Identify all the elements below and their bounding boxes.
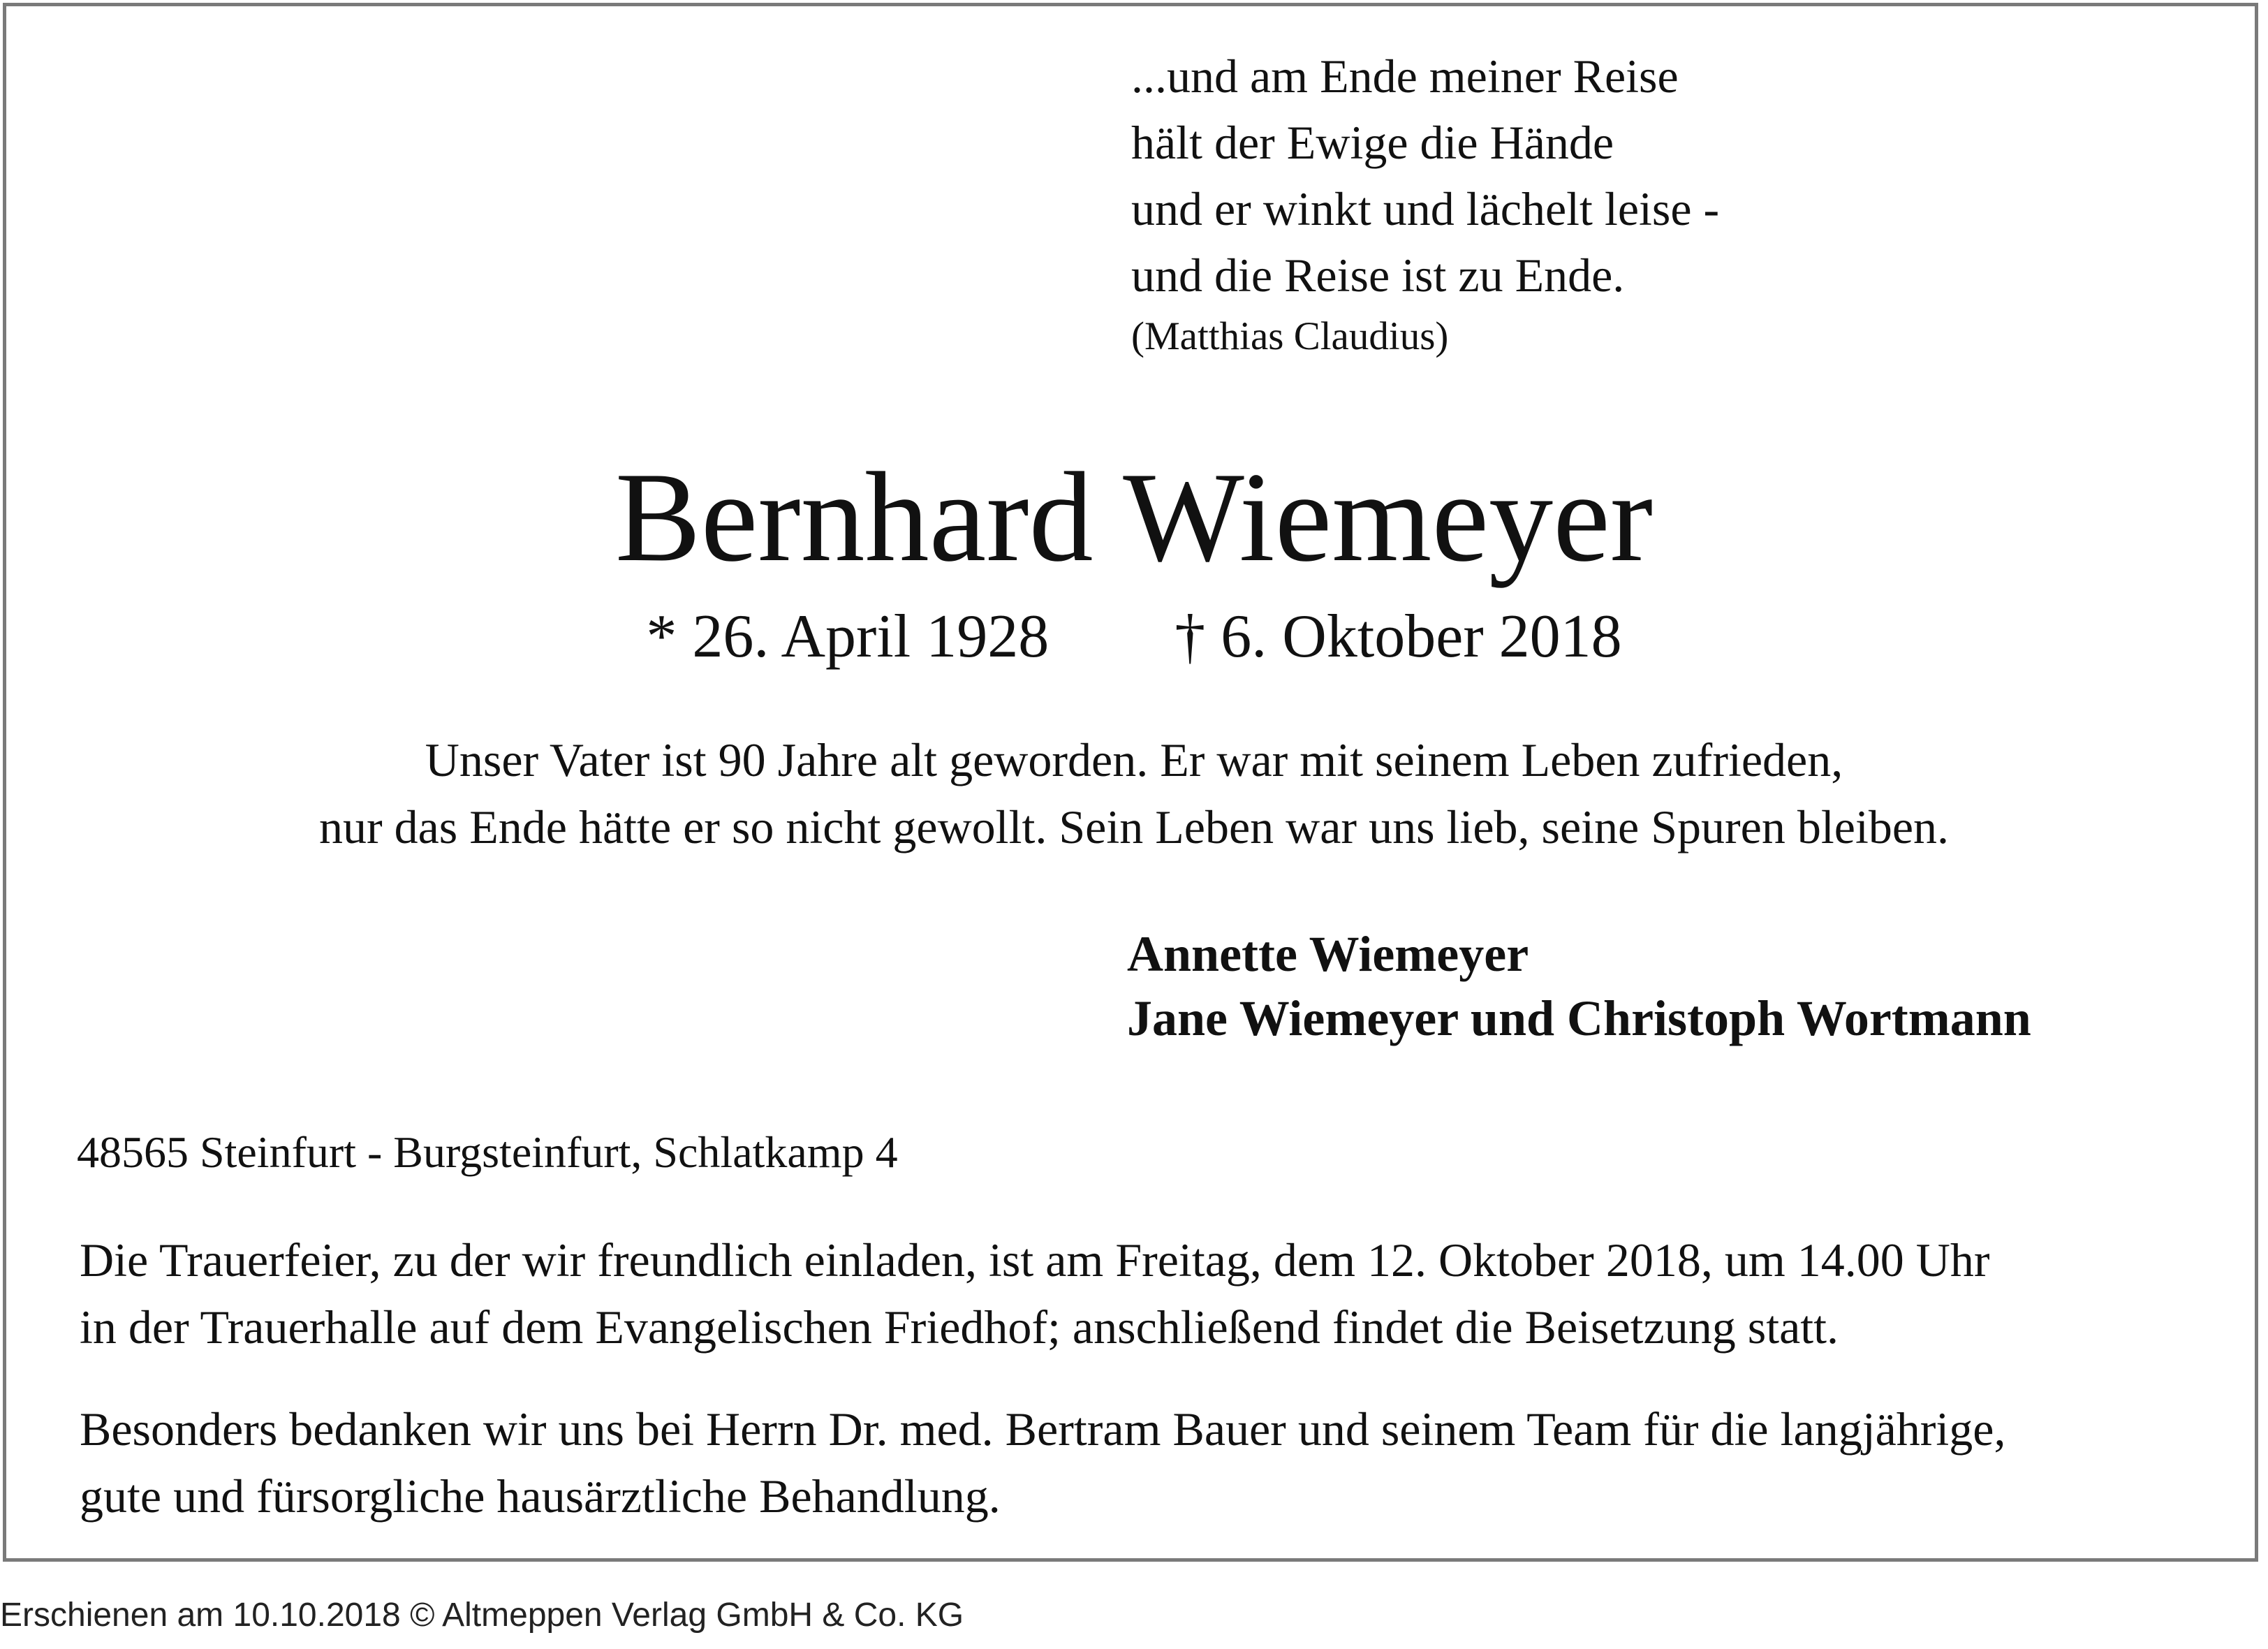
statement-line: nur das Ende hätte er so nicht gewollt. Sein Leben war uns lieb, seine Spuren bleiben. [318, 800, 1950, 853]
poem-author: (Matthias Claudius) [1131, 314, 1449, 358]
funeral-line: Die Trauerfeier, zu der wir freundlich einladen, ist am Freitag, dem 12. Oktober 2018, um 14.00 Uhr [80, 1233, 1990, 1287]
family-statement [0, 726, 2268, 860]
poem-line: und die Reise ist zu Ende. [1131, 249, 1625, 302]
signers-block [1127, 922, 2031, 1050]
statement-line: Unser Vater ist 90 Jahre alt geworden. Er war mit seinem Leben zufrieden, [425, 733, 1843, 786]
death-date: † 6. Oktober 2018 [1174, 603, 1622, 670]
life-dates [0, 602, 2268, 672]
signer-name: Annette Wiemeyer [1127, 926, 1529, 982]
poem-line: ...und am Ende meiner Reise [1131, 50, 1679, 103]
poem-line: hält der Ewige die Hände [1131, 116, 1614, 169]
poem-block [1131, 43, 2179, 365]
thanks-line: Besonders bedanken wir uns bei Herrn Dr. med. Bertram Bauer und seinem Team für die langjährige, [80, 1402, 2006, 1456]
funeral-info [80, 1226, 2230, 1361]
deceased-name: Bernhard Wiemeyer [614, 446, 1654, 588]
signer-name: Jane Wiemeyer und Christoph Wortmann [1127, 990, 2031, 1046]
family-address: 48565 Steinfurt - Burgsteinfurt, Schlatkamp 4 [77, 1127, 898, 1177]
thanks-note [80, 1395, 2230, 1530]
thanks-line: gute und fürsorgliche hausärztliche Behandlung. [80, 1470, 1001, 1523]
funeral-line: in der Trauerhalle auf dem Evangelischen Friedhof; anschließend findet die Beisetzung statt. [80, 1300, 1839, 1354]
birth-date: * 26. April 1928 [646, 603, 1050, 670]
poem-line: und er winkt und lächelt leise - [1131, 182, 1720, 235]
publication-footer: Erschienen am 10.10.2018 © Altmeppen Verlag GmbH & Co. KG [0, 1597, 964, 1634]
